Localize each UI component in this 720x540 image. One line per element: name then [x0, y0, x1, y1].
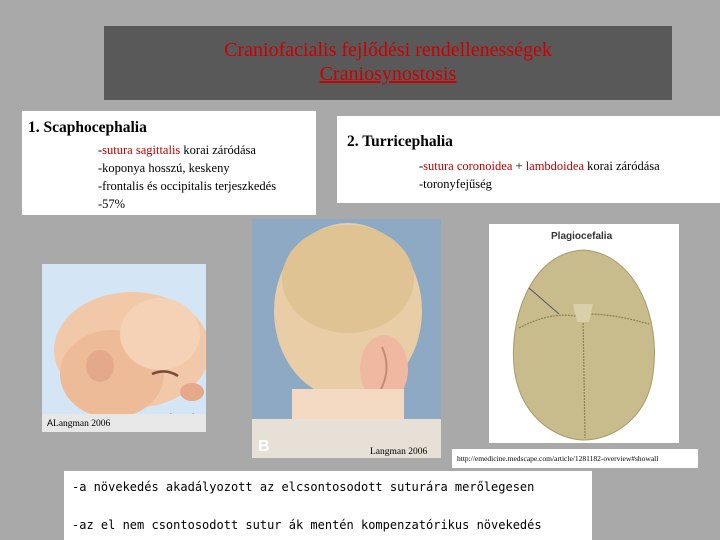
infant-profile-illustration	[42, 264, 206, 432]
title-line-1: Craniofacialis fejlődési rendellenességek	[224, 39, 552, 61]
scaphocephalia-panel	[22, 111, 316, 215]
plagiocephaly-illustration	[489, 224, 679, 443]
lambdoidea-term: lambdoidea	[525, 159, 585, 173]
scaphocephalia-heading: 1. Scaphocephalia	[28, 119, 147, 136]
scaphocephaly-photo	[42, 264, 206, 432]
child-head-illustration	[252, 219, 441, 458]
source-url: http://emedicine.medscape.com/article/1281182-overview#showall	[452, 449, 698, 468]
line-prefix: -	[419, 159, 424, 173]
title-line-2: Craniosynostosis	[319, 63, 457, 85]
turricephaly-photo	[252, 219, 441, 458]
sutura-coronoidea-term: sutura coronoidea	[423, 159, 513, 173]
photo-a-marker: A	[47, 418, 54, 428]
scaphocephalia-line-4: -57%	[98, 197, 126, 211]
line-prefix: -	[98, 143, 103, 157]
turricephalia-list	[419, 157, 660, 193]
plus-sign: +	[512, 159, 526, 173]
skull-top-view	[489, 224, 679, 443]
slide-title	[104, 26, 672, 100]
turricephalia-heading: 2. Turricephalia	[347, 133, 453, 150]
note-line-1: -a növekedés akadályozott az elcsontosodott suturára merőlegesen	[72, 480, 535, 494]
turricephalia-panel	[337, 116, 720, 203]
scaphocephalia-line-1	[98, 141, 276, 159]
turricephalia-line-1	[419, 157, 660, 175]
scaphocephalia-line-3: -frontalis és occipitalis terjeszkedés	[98, 179, 277, 193]
note-line-2: -az el nem csontosodott sutur ák mentén kompenzatórikus növekedés	[72, 518, 542, 532]
photo-b-caption: Langman 2006	[370, 447, 428, 457]
scaphocephalia-line-2: -koponya hosszú, keskeny	[98, 161, 230, 175]
plagiocefalia-label: Plagiocefalia	[551, 231, 613, 242]
photo-b-marker: B	[258, 438, 270, 455]
scaphocephalia-list	[98, 141, 276, 213]
sutura-sagittalis-term: sutura sagittalis	[102, 143, 181, 157]
photo-a-source: Langman 2006	[53, 419, 111, 429]
growth-notes	[64, 471, 592, 540]
photo-a-caption	[47, 418, 110, 429]
line-suffix: korai záródása	[584, 159, 660, 173]
turricephalia-line-2: -toronyfejűség	[419, 177, 492, 191]
line-suffix: korai záródása	[180, 143, 256, 157]
